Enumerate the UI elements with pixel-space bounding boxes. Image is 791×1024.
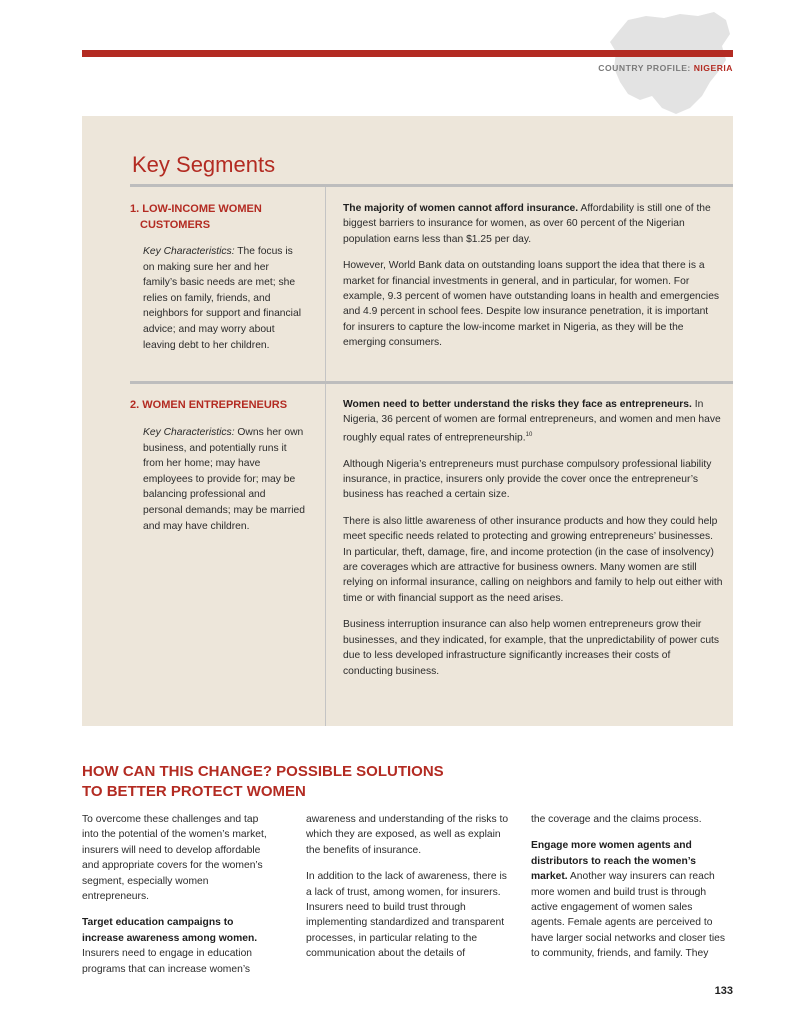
country-profile-label [598,63,733,73]
solutions-column-1 [82,812,272,988]
paragraph-lead: Women need to better understand the risks they face as entrepreneurs. [343,399,692,410]
key-segments-title: Key Segments [132,152,276,177]
paragraph-text: In Nigeria, 36 percent of women are formal entrepreneurs, and women and men have roughly equal rates of entrepreneurship. [343,399,721,444]
segment-1-name-line1: LOW-INCOME WOMEN [142,203,262,215]
key-characteristics-text: Owns her own business, and potentially runs it from her home; may have employees to provide for; may be balancing professional and personal demands; may be married and may have children. [143,427,305,532]
paragraph [343,617,723,679]
page-number: 133 [714,985,733,997]
segment-2-key-characteristics [143,425,305,534]
paragraph: the coverage and the claims process. [531,814,702,825]
paragraph-text: Although Nigeria’s entrepreneurs must purchase compulsory professional liability insurance, in practice, insurers only provide the cover once the entrepreneur’s business has reached a certain size. [343,458,712,501]
top-accent-bar [82,50,733,57]
paragraph: To overcome these challenges and tap into the potential of the women’s market, insurers will need to develop affordable and appropriate covers for the women’s segment, especially women entrepreneurs. [82,814,267,903]
paragraph: awareness and understanding of the risks to which they are exposed, as well as explain the benefits of insurance. [306,814,509,856]
segment-divider [130,381,733,384]
segment-2-heading [130,397,310,413]
paragraph-text: However, World Bank data on outstanding loans support the idea that there is a market for financial investments in general, and in particular, for women. For example, 9.3 percent of women have outstanding loans in health and emergencies and 4.9 percent in school fees. Despite low insurance penetration, it is important for insurers to capture the low-income market in Nigeria, as they will be the emerging consumers. [343,260,720,349]
segment-1-number: 1. [130,203,140,215]
profile-country: NIGERIA [693,63,733,73]
key-characteristics-label: Key Characteristics: [143,246,235,257]
segment-1-description [343,201,723,362]
column-divider [325,384,326,726]
paragraph-text: Business interruption insurance can also help women entrepreneurs grow their businesses, and they indicated, for example, that the unpredictability of power cuts due to less developed infrastructure significantly increases their costs of conducting business. [343,619,720,677]
footnote-marker: 10 [525,431,533,438]
key-segments-panel [82,116,733,726]
paragraph-lead: The majority of women cannot afford insurance. [343,203,579,214]
segment-divider [130,184,733,187]
paragraph-text: Another way insurers can reach more women and build trust is through active engagement of women sales agents. Female agents are perceived to have larger social networks and closer ties to community, friends, and family. They [531,871,726,960]
paragraph-text: There is also little awareness of other insurance products and how they could help meet specific needs related to protecting and growing entrepreneurs’ businesses. In particular, theft, damage, fire, and income protection (in the case of insolvency) are coverages which are attractive for business owners. Many women are still relying on informal insurance, calling on neighbors and family to help out either with time or with financial support as the need arises. [343,515,723,604]
paragraph: In addition to the lack of awareness, there is a lack of trust, among women, for insurers. Insurers need to build trust through implementing standardized and transparent processes, in particular relating to the communication about the details of [306,871,507,960]
paragraph [343,201,723,247]
segment-1-heading [130,201,310,233]
segment-1-key-characteristics [143,244,305,353]
key-characteristics-label: Key Characteristics: [143,427,235,438]
segment-1-name-line2: CUSTOMERS [140,219,211,231]
key-characteristics-text: The focus is on making sure her and her family’s basic needs are met; she relies on family, friends, and neighbors for support and financial advice; and may worry about leaving debt to her children. [143,246,301,351]
column-divider [325,187,326,381]
paragraph [343,457,723,503]
solutions-heading-line2: TO BETTER PROTECT WOMEN [82,783,306,800]
paragraph-lead: Engage more women agents and distributors to reach the women’s market. [531,840,696,883]
solutions-column-3 [531,812,726,973]
segment-2-name-line1: WOMEN ENTREPRENEURS [142,399,288,411]
paragraph-text: Insurers need to engage in education programs that can increase women’s [82,948,253,975]
solutions-heading [82,762,522,802]
paragraph [343,397,723,446]
solutions-heading-line1: HOW CAN THIS CHANGE? POSSIBLE SOLUTIONS [82,763,444,780]
profile-prefix: COUNTRY PROFILE: [598,63,691,73]
paragraph [531,838,726,961]
paragraph-text: Affordability is still one of the biggest barriers to insurance for women, as over 60 percent of the Nigerian population earns less than $1.25 per day. [343,203,711,245]
paragraph [343,258,723,350]
paragraph-lead: Target education campaigns to increase awareness among women. [82,917,258,944]
paragraph [82,915,272,977]
segment-2-number: 2. [130,399,140,411]
paragraph [343,514,723,606]
solutions-column-2 [306,812,511,973]
segment-2-description [343,397,723,690]
